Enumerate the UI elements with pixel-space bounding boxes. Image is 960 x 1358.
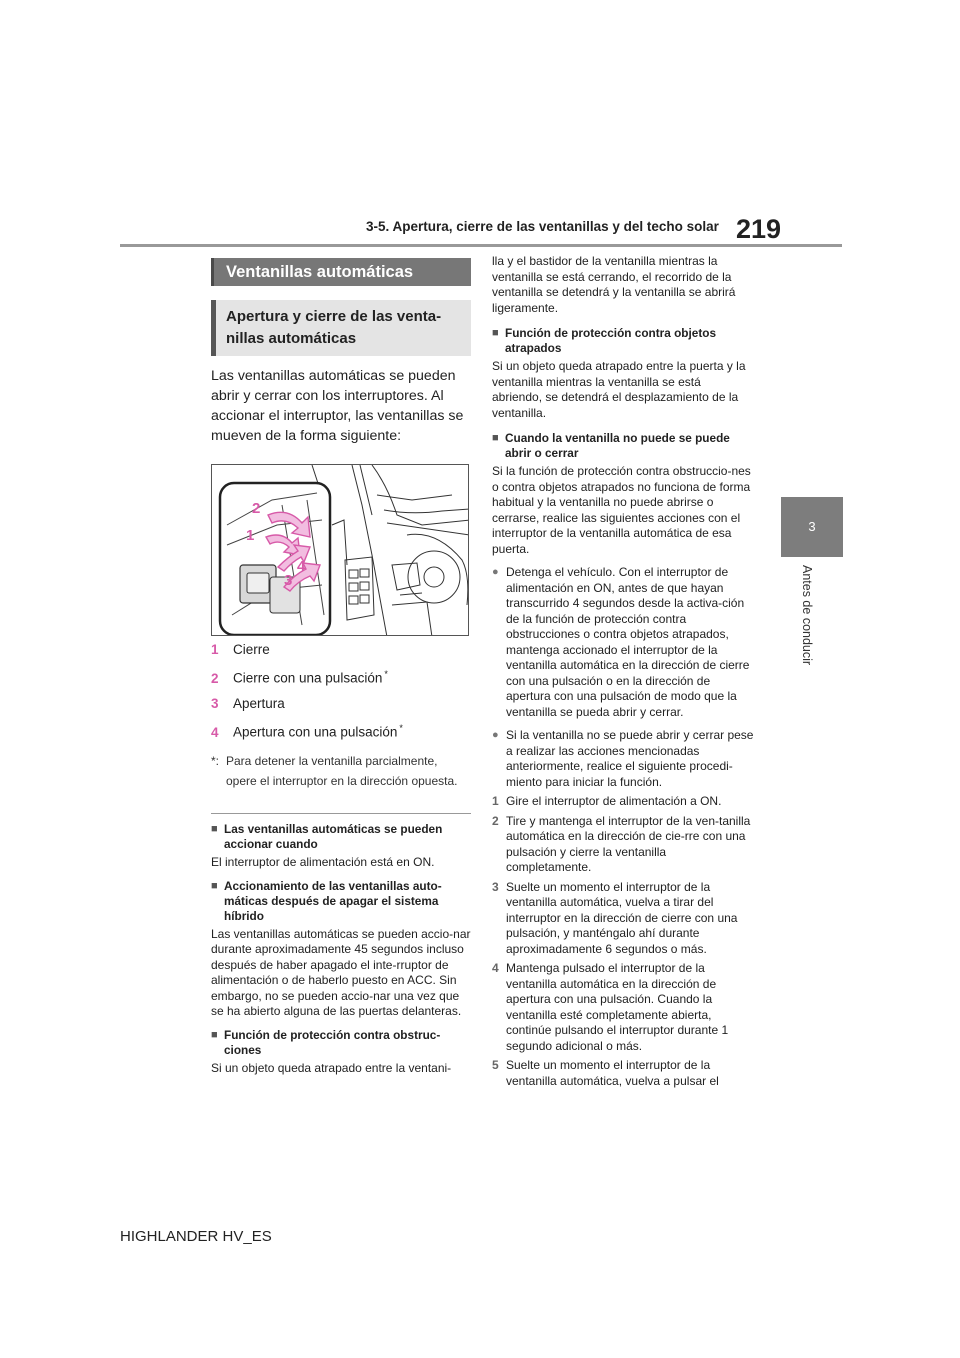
step-item (492, 1058, 754, 1089)
legend-item (211, 696, 471, 723)
figure-legend (211, 642, 471, 750)
note-heading (492, 431, 754, 461)
legend-item (211, 669, 471, 696)
footnote (211, 752, 471, 791)
legend-text: Apertura (233, 696, 285, 711)
note-heading-text: Función de protección contra obstruc-ciones (224, 1027, 441, 1057)
note-heading-text: Función de protección contra objetos atrapados (505, 326, 717, 355)
legend-item (211, 723, 471, 750)
note-block (211, 1028, 471, 1077)
square-bullet-icon: ■ (492, 432, 499, 444)
intro-paragraph: Las ventanillas automáticas se pueden abrir y cerrar con los interruptores. Al accionar el interruptor, las ventanillas se mueven de la forma siguiente: (211, 368, 464, 444)
step-text: Suelte un momento el interruptor de la ventanilla automática, vuelva a pulsar el (506, 1058, 719, 1088)
bullet-text: Detenga el vehículo. Con el interruptor de alimentación en ON, antes de que hayan transcurrido 4 segundos desde la activa-ción de la función de protección contra obstrucciones o contra objetos atrapados, mantenga accionado el interruptor de la ventanilla automática en la dirección de cierre con una pulsación o en la dirección de apertura con una pulsación de modo que la ventanilla se pueda abrir y cerrar. (506, 565, 750, 719)
step-number: 2 (492, 813, 499, 828)
footer-model: HIGHLANDER HV_ES (120, 1228, 272, 1245)
figure-label-4: 4 (297, 558, 306, 575)
note-heading (211, 822, 471, 852)
note-heading-text: Las ventanillas automáticas se pueden accionar cuando (224, 822, 443, 851)
note-body: Si un objeto queda atrapado entre la ventani- (211, 1060, 452, 1075)
note-body: El interruptor de alimentación está en ON. (211, 855, 435, 869)
legend-item (211, 642, 471, 669)
section-title: Ventanillas automáticas (211, 258, 471, 286)
figure-label-3: 3 (284, 572, 293, 589)
footnote-text: Para detener la ventanilla parcialmente, opere el interruptor en la dirección opuesta. (226, 754, 458, 788)
note-heading (211, 1028, 471, 1058)
legend-number: 2 (211, 670, 219, 686)
step-text: Suelte un momento el interruptor de la ventanilla automática, vuelva a tirar del interruptor en la dirección de cierre con una pulsación, y manténgalo ahí durante aproximadamente 6 segundos o más. (506, 879, 738, 956)
step-text: Mantenga pulsado el interruptor de la ventanilla automática en la dirección de apertura con una pulsación. Cuando la ventanilla esté completamente abierta, continúe pulsando el interruptor durante 1 segundo adicional o más. (506, 961, 729, 1053)
note-block (492, 326, 754, 421)
divider (211, 813, 471, 814)
step-number: 1 (492, 794, 499, 808)
square-bullet-icon: ■ (492, 327, 499, 339)
note-heading-text: Accionamiento de las ventanillas auto-máticas después de apagar el sistema híbrido (224, 878, 442, 923)
chapter-tab: 3 (781, 497, 843, 557)
footnote-mark: *: (211, 754, 220, 768)
step-number: 3 (492, 879, 499, 894)
legend-number: 3 (211, 696, 219, 711)
illustration-drawing (212, 465, 469, 636)
header-rule (120, 244, 842, 247)
note-heading (492, 326, 754, 356)
continued-paragraph: lla y el bastidor de la ventanilla mientras la ventanilla se está cerrando, el recorrido de la ventanilla se detendrá y la ventanilla se abrirá ligeramente. (492, 254, 736, 315)
step-item (492, 814, 754, 876)
step-item (492, 961, 754, 1054)
step-text: Gire el interruptor de alimentación a ON. (506, 794, 722, 808)
left-column (211, 258, 471, 1076)
note-body: Las ventanillas automáticas se pueden accio-nar durante aproximadamente 45 segundos incluso después de haber apagado el inte-rruptor de alimentación o de haberlo puesto en ACC. Sin embargo, no se pueden accio-nar una vez que se ha abierto alguna de las puertas delanteras. (211, 926, 471, 1018)
figure-label-1: 1 (246, 527, 255, 544)
circle-bullet-icon: ● (492, 729, 499, 741)
note-body: Si la función de protección contra obstruccio-nes o contra objetos atrapados no funciona de forma habitual y la ventanilla no puede abrirse o cerrarse, realice las siguientes acciones con el interruptor de la ventanilla automática de esa puerta. (492, 464, 751, 556)
note-body: Si un objeto queda atrapado entre la puerta y la ventanilla mientras la ventanilla se está abriendo, se detendrá el desplazamiento de la ventanilla. (492, 359, 746, 420)
step-text: Tire y mantenga el interruptor de la ven-tanilla automática en la dirección de cie-rre con una pulsación y cierre la ventanilla completamente. (506, 813, 751, 874)
circle-bullet-icon: ● (492, 566, 499, 578)
bullet-item (492, 728, 754, 790)
bullet-item (492, 565, 754, 720)
square-bullet-icon: ■ (211, 823, 218, 835)
note-block (492, 431, 754, 557)
legend-number: 4 (211, 724, 219, 740)
note-heading (211, 879, 471, 924)
step-item (492, 880, 754, 958)
page-number: 219 (736, 214, 782, 244)
figure-label-2: 2 (252, 500, 261, 517)
legend-asterisk: * (399, 723, 403, 733)
note-block (211, 879, 471, 1020)
note-block (211, 822, 471, 871)
right-column (492, 254, 754, 1089)
legend-asterisk: * (384, 669, 388, 679)
legend-text (233, 723, 403, 740)
window-switch-illustration (211, 464, 469, 636)
step-number: 5 (492, 1058, 499, 1072)
subsection-title: Apertura y cierre de las venta-nillas automáticas (211, 300, 471, 356)
legend-text-value: Cierre con una pulsación (233, 670, 383, 686)
legend-text (233, 669, 388, 686)
note-heading-text: Cuando la ventanilla no puede se puede abrir o cerrar (505, 431, 730, 460)
chapter-label: Antes de conducir (800, 565, 814, 666)
bullet-text: Si la ventanilla no se puede abrir y cerrar pese a realizar las acciones mencionadas anteriormente, realice el siguiente procedi-miento para iniciar la función. (506, 728, 754, 789)
legend-number: 1 (211, 642, 219, 657)
square-bullet-icon: ■ (211, 879, 218, 892)
step-number: 4 (492, 961, 499, 975)
square-bullet-icon: ■ (211, 1028, 218, 1041)
section-header: 3-5. Apertura, cierre de las ventanillas y del techo solar (366, 219, 719, 234)
legend-text: Cierre (233, 642, 270, 657)
legend-text-value: Apertura con una pulsación (233, 724, 398, 740)
step-item (492, 794, 754, 810)
